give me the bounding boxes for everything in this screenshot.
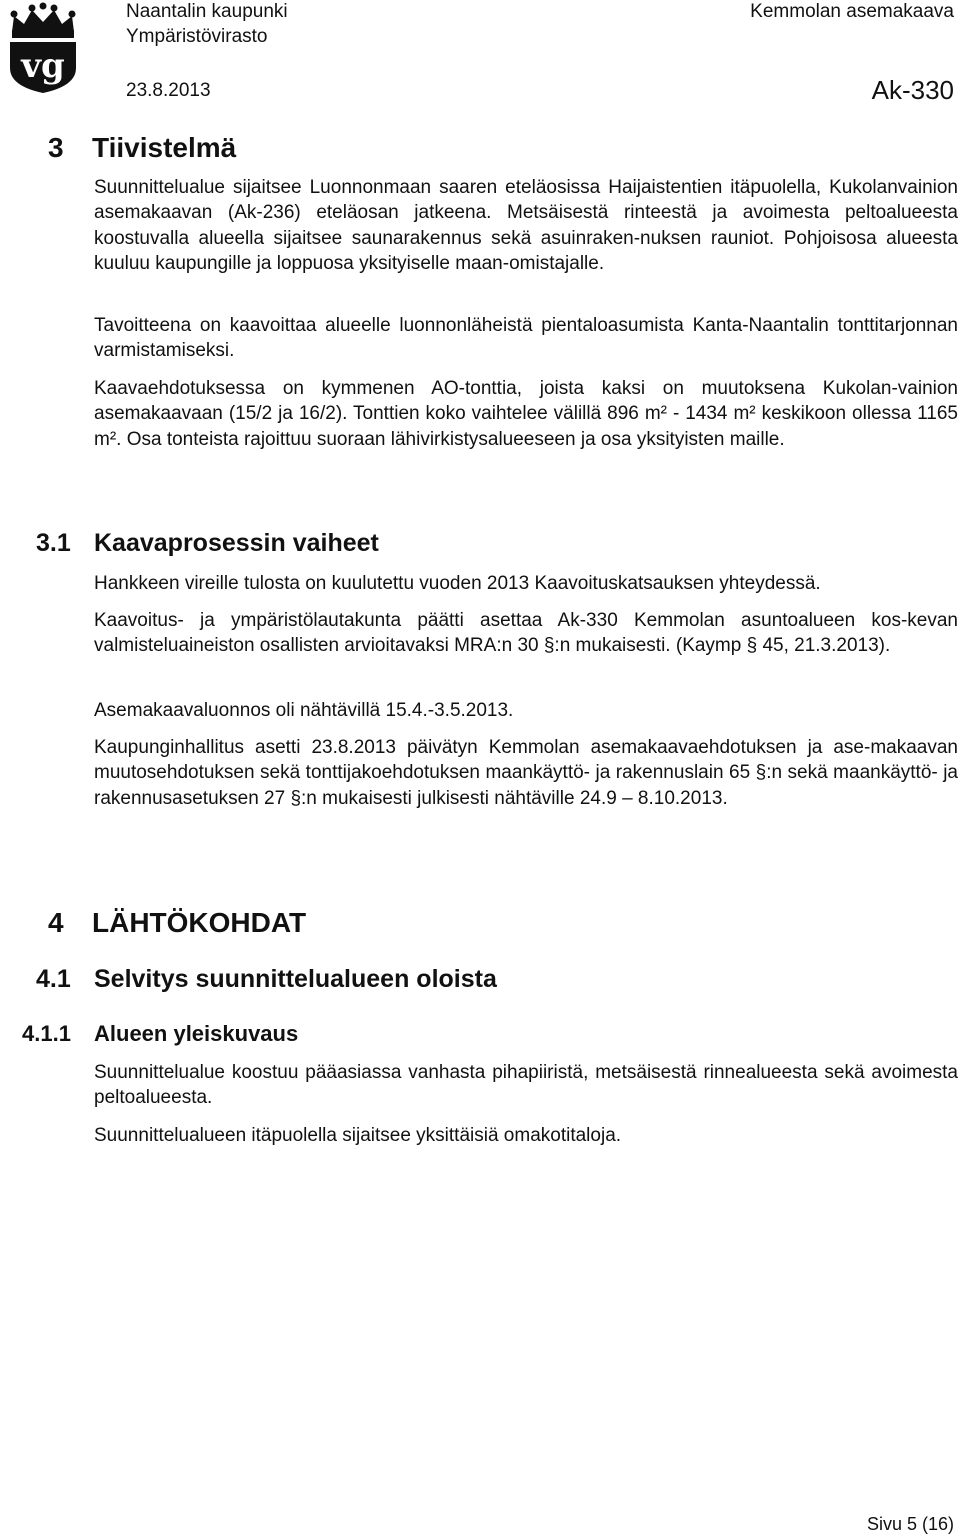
page-number: Sivu 5 (16) — [866, 1514, 954, 1534]
overview-paragraph-2: Suunnittelualueen itäpuolella sijaitsee yksittäisiä omakotitaloja. — [94, 1125, 622, 1146]
section-title: Kaavaprosessin vaiheet — [94, 529, 379, 557]
header-document-code: Ak-330 — [871, 75, 954, 105]
process-paragraph-1: Hankkeen vireille tulosta on kuulutettu vuoden 2013 Kaavoituskatsauksen yhteydessä. — [94, 573, 821, 594]
city-coat-of-arms-logo — [4, 2, 82, 94]
section-title: Alueen yleiskuvaus — [94, 1021, 299, 1046]
process-paragraph-2: Kaavoitus- ja ympäristölautakunta päätti asettaa Ak-330 Kemmolan asuntoalueen kos-kevan valmisteluaineiston osallisten arvioitavaksi MRA:n 30 §:n mukaisesti. (Kaymp § 45, 21.3.2013). — [94, 610, 958, 657]
header-department: Ympäristövirasto — [126, 26, 268, 47]
section-number: 4.1 — [36, 965, 71, 993]
section-number: 3.1 — [36, 529, 71, 557]
overview-paragraph-1: Suunnittelualue koostuu pääasiassa vanhasta pihapiiristä, metsäisestä rinnealueesta sekä avoimesta peltoalueesta. — [94, 1062, 958, 1109]
section-number: 4 — [48, 907, 64, 938]
header-date: 23.8.2013 — [126, 80, 211, 101]
header-organization: Naantalin kaupunki — [126, 1, 288, 22]
summary-paragraph-1: Suunnittelualue sijaitsee Luonnonmaan saaren eteläosissa Haijaistentien itäpuolella, Kukolanvainion asemakaavan (Ak-236) eteläosan jatkeena. Metsäisestä rinteestä ja avoimesta peltoalueesta koostuvalla alueella sijaitsee saunarakennus sekä asuinraken-nuksen rauniot. Pohjoisosa alueesta kuuluu kaupungille ja loppuosa yksityiselle maan-omistajalle. — [94, 177, 958, 275]
summary-paragraph-3: Kaavaehdotuksessa on kymmenen AO-tonttia, joista kaksi on muutoksena Kukolan-vainion asemakaavaan (15/2 ja 16/2). Tonttien koko vaihtelee välillä 896 m² - 1434 m² keskikoon ollessa 1165 m². Osa tonteista rajoittuu suoraan lähivirkistysalueeseen ja osa yksityisten maille. — [94, 378, 958, 450]
header-document-title: Kemmolan asemakaava — [750, 1, 954, 22]
logo-lettering: vg — [21, 46, 65, 86]
process-paragraph-3: Asemakaavaluonnos oli nähtävillä 15.4.-3.5.2013. — [94, 700, 514, 721]
section-title: LÄHTÖKOHDAT — [92, 907, 307, 938]
summary-paragraph-2: Tavoitteena on kaavoittaa alueelle luonnonläheistä pientaloasumista Kanta-Naantalin tonttitarjonnan varmistamiseksi. — [94, 315, 958, 362]
section-number: 4.1.1 — [22, 1021, 71, 1046]
section-number: 3 — [48, 132, 64, 163]
section-title: Tiivistelmä — [92, 132, 237, 163]
section-title: Selvitys suunnittelualueen oloista — [94, 965, 497, 993]
process-paragraph-4: Kaupunginhallitus asetti 23.8.2013 päivätyn Kemmolan asemakaavaehdotuksen ja ase-makaavan muutosehdotuksen sekä tonttijakoehdotuksen maankäyttö- ja rakennuslain 65 §:n sekä maankäyttö- ja rakennusasetuksen 27 §:n mukaisesti julkisesti nähtäville 24.9 – 8.10.2013. — [94, 737, 958, 809]
